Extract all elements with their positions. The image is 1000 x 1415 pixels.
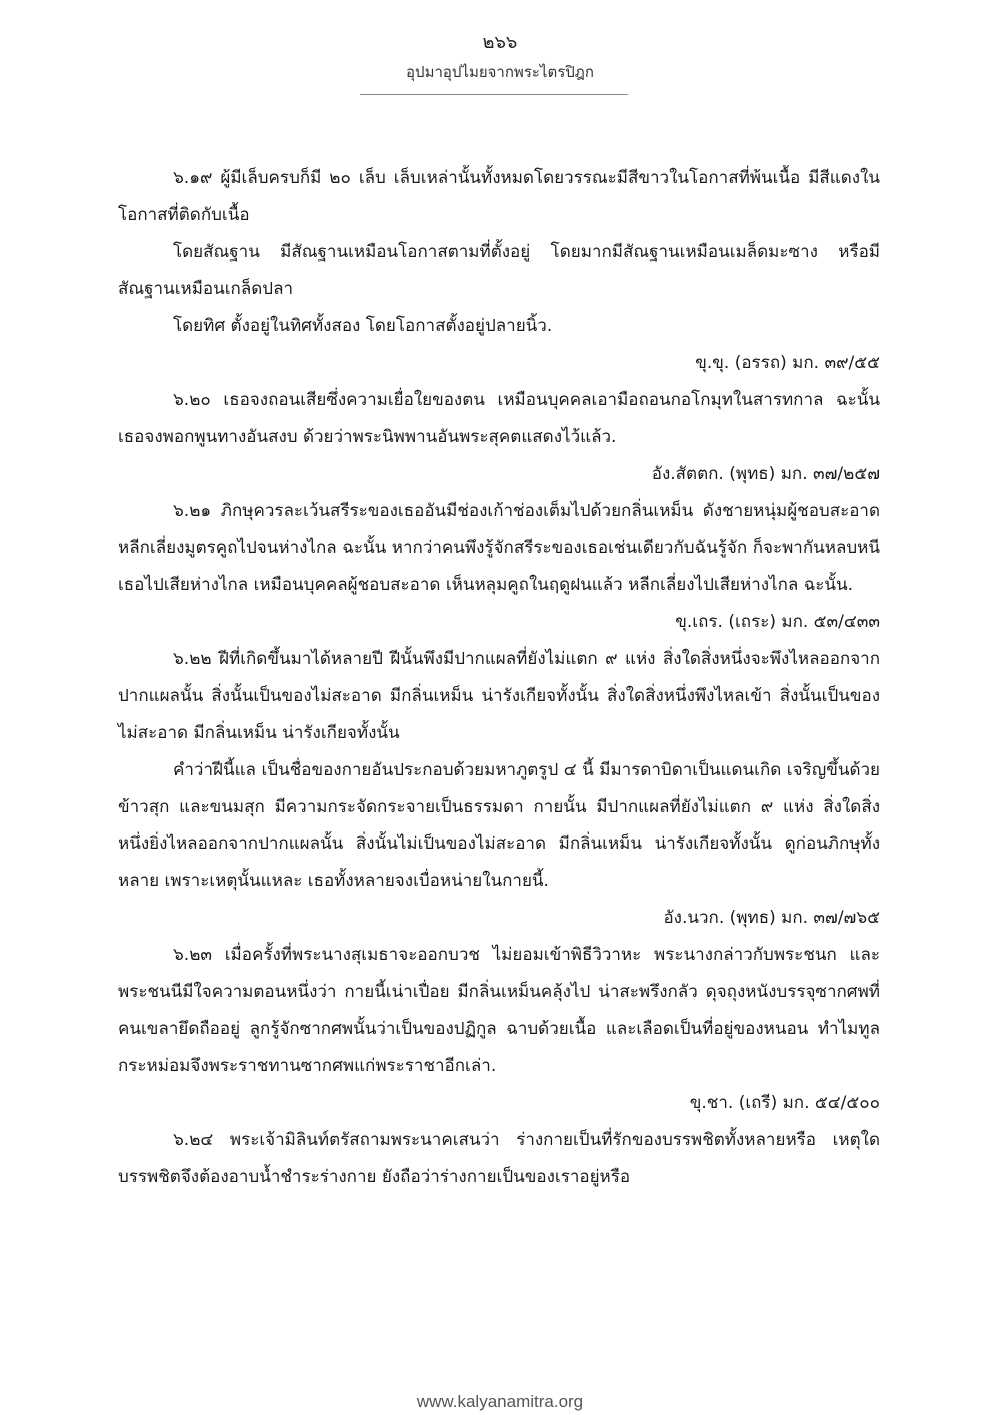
paragraph-6-19-shape: โดยสัณฐาน มีสัณฐานเหมือนโอกาสตามที่ตั้งอยู่ โดยมากมีสัณฐานเหมือนเมล็ดมะซาง หรือมีสัณฐานเหมือนเกล็ดปลา (118, 242, 880, 299)
paragraph-6-19: ๖.๑๙ ผู้มีเล็บครบก็มี ๒๐ เล็บ เล็บเหล่านั้นทั้งหมดโดยวรรณะมีสีขาวในโอกาสที่พ้นเนื้อ มีสีแดงในโอกาสที่ติดกับเนื้อ (118, 168, 880, 225)
page-number: ๒๖๖ (482, 32, 518, 53)
paragraph-6-22: ๖.๒๒ ฝีที่เกิดขึ้นมาได้หลายปี ฝีนั้นพึงมีปากแผลที่ยังไม่แตก ๙ แห่ง สิ่งใดสิ่งหนึ่งจะพึงไหลออกจากปากแผลนั้น สิ่งนั้นเป็นของไม่สะอาด มีกลิ่นเหม็น น่ารังเกียจทั้งนั้น สิ่งใดสิ่งหนึ่งพึงไหลเข้า สิ่งนั้นเป็นของไม่สะอาด มีกลิ่นเหม็น น่ารังเกียจทั้งนั้น (118, 649, 880, 743)
header-divider (360, 94, 628, 95)
book-title: อุปมาอุปไมยจากพระไตรปิฎก (406, 63, 594, 81)
paragraph-6-23: ๖.๒๓ เมื่อครั้งที่พระนางสุเมธาจะออกบวช ไม่ยอมเข้าพิธีวิวาหะ พระนางกล่าวกับพระชนก และพระชนนีมีใจความตอนหนึ่งว่า กายนี้เน่าเปื่อย มีกลิ่นเหม็นคลุ้งไป น่าสะพรึงกลัว ดุจถุงหนังบรรจุซากศพที่คนเขลายึดถืออยู่ ลูกรู้จักซากศพนั้นว่าเป็นของปฏิกูล ฉาบด้วยเนื้อ และเลือดเป็นที่อยู่ของหนอน ทำไมทูลกระหม่อมจึงพระราชทานซากศพแก่พระราชาอีกเล่า. (118, 945, 880, 1076)
paragraph-6-19-direction: โดยทิศ ตั้งอยู่ในทิศทั้งสอง โดยโอกาสตั้งอยู่ปลายนิ้ว. (173, 316, 553, 336)
reference-6-21: ขุ.เถร. (เถระ) มก. ๕๓/๔๓๓ (675, 612, 880, 632)
paragraph-6-21: ๖.๒๑ ภิกษุควรละเว้นสรีระของเธออันมีช่องเก้าช่องเต็มไปด้วยกลิ่นเหม็น ดังชายหนุ่มผู้ชอบสะอาด หลีกเลี่ยงมูตรคูถไปจนห่างไกล ฉะนั้น หากว่าคนพึงรู้จักสรีระของเธอเช่นเดียวกับฉันรู้จัก ก็จะพากันหลบหนีเธอไปเสียห่างไกล เหมือนบุคคลผู้ชอบสะอาด เห็นหลุมคูถในฤดูฝนแล้ว หลีกเลี่ยงไปเสียห่างไกล ฉะนั้น. (118, 501, 880, 595)
reference-6-19: ขุ.ขุ. (อรรถ) มก. ๓๙/๕๕ (695, 353, 880, 373)
paragraph-6-24: ๖.๒๔ พระเจ้ามิลินท์ตรัสถามพระนาคเสนว่า ร่างกายเป็นที่รักของบรรพชิตทั้งหลายหรือ เหตุใดบรรพชิตจึงต้องอาบน้ำชำระร่างกาย ยังถือว่าร่างกายเป็นของเราอยู่หรือ (118, 1130, 880, 1187)
page-header (0, 30, 1000, 84)
reference-6-20: อัง.สัตตก. (พุทธ) มก. ๓๗/๒๕๗ (651, 464, 880, 484)
reference-6-23: ขุ.ชา. (เถรี) มก. ๕๔/๕๐๐ (689, 1093, 880, 1113)
paragraph-6-20: ๖.๒๐ เธอจงถอนเสียซึ่งความเยื่อใยของตน เหมือนบุคคลเอามือถอนกอโกมุทในสารทกาล ฉะนั้น เธอจงพอกพูนทางอันสงบ ด้วยว่าพระนิพพานอันพระสุคตแสดงไว้แล้ว. (118, 390, 880, 447)
reference-6-22: อัง.นวก. (พุทธ) มก. ๓๗/๗๖๕ (663, 908, 880, 928)
paragraph-6-22-explanation: คำว่าฝีนี้แล เป็นชื่อของกายอันประกอบด้วยมหาภูตรูป ๔ นี้ มีมารดาบิดาเป็นแดนเกิด เจริญขึ้นด้วยข้าวสุก และขนมสุก มีความกระจัดกระจายเป็นธรรมดา กายนั้น มีปากแผลที่ยังไม่แตก ๙ แห่ง สิ่งใดสิ่งหนึ่งยิ่งไหลออกจากปากแผลนั้น สิ่งนั้นไม่เป็นของไม่สะอาด มีกลิ่นเหม็น น่ารังเกียจทั้งนั้น ดูก่อนภิกษุทั้งหลาย เพราะเหตุนั้นแหละ เธอทั้งหลายจงเบื่อหน่ายในกายนี้. (118, 760, 880, 891)
page-body (118, 160, 880, 1196)
footer-url: www.kalyanamitra.org (416, 1392, 584, 1411)
